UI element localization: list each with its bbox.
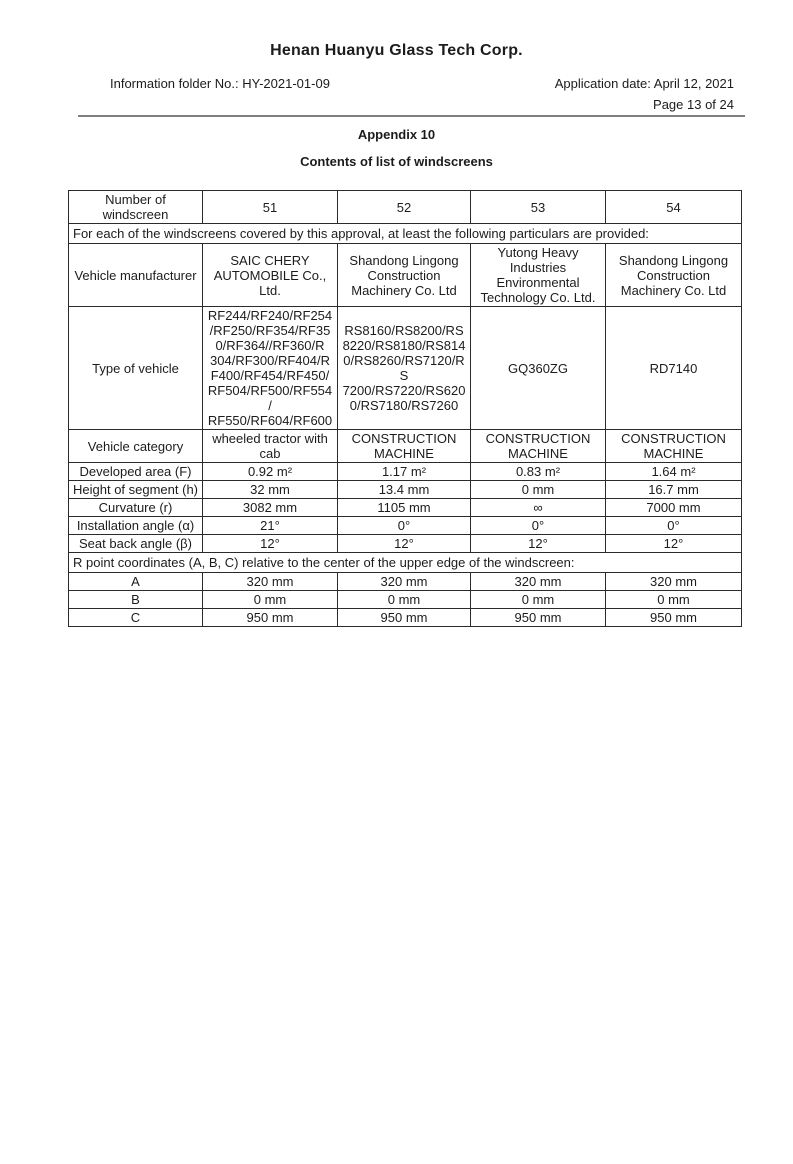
value-cell: CONSTRUCTION MACHINE xyxy=(338,430,471,463)
header-divider xyxy=(78,115,745,117)
windscreen-number: 52 xyxy=(338,191,471,224)
value-cell: 1.64 m² xyxy=(606,463,742,481)
value-cell: 12° xyxy=(338,535,471,553)
value-cell: 32 mm xyxy=(203,481,338,499)
document-info-row xyxy=(0,76,793,91)
value-cell: 0 mm xyxy=(606,591,742,609)
value-cell: Shandong Lingong Construction Machinery Co. Ltd xyxy=(338,244,471,307)
row-coordinate-a xyxy=(69,573,742,591)
value-cell: CONSTRUCTION MACHINE xyxy=(471,430,606,463)
value-cell: CONSTRUCTION MACHINE xyxy=(606,430,742,463)
row-label: Height of segment (h) xyxy=(69,481,203,499)
value-cell: SAIC CHERY AUTOMOBILE Co., Ltd. xyxy=(203,244,338,307)
value-cell: RS8160/RS8200/RS8220/RS8180/RS8140/RS8260/RS7120/RS 7200/RS7220/RS6200/RS7180/RS7260 xyxy=(338,307,471,430)
value-cell: 0 mm xyxy=(471,481,606,499)
info-folder-number: Information folder No.: HY-2021-01-09 xyxy=(110,76,330,91)
value-cell: wheeled tractor with cab xyxy=(203,430,338,463)
row-vehicle-manufacturer xyxy=(69,244,742,307)
value-cell: 320 mm xyxy=(338,573,471,591)
value-cell: 950 mm xyxy=(338,609,471,627)
row-label: Vehicle category xyxy=(69,430,203,463)
value-cell: RD7140 xyxy=(606,307,742,430)
windscreen-number: 54 xyxy=(606,191,742,224)
row-label: Number of windscreen xyxy=(69,191,203,224)
application-date: Application date: April 12, 2021 xyxy=(554,76,734,91)
row-label: B xyxy=(69,591,203,609)
appendix-title: Appendix 10 xyxy=(357,127,436,142)
value-cell: 0 mm xyxy=(203,591,338,609)
value-cell: 0° xyxy=(606,517,742,535)
row-coordinate-c xyxy=(69,609,742,627)
value-cell: 0.92 m² xyxy=(203,463,338,481)
value-cell: 12° xyxy=(471,535,606,553)
value-cell: 320 mm xyxy=(203,573,338,591)
value-cell: 1105 mm xyxy=(338,499,471,517)
value-cell: GQ360ZG xyxy=(471,307,606,430)
value-cell: 1.17 m² xyxy=(338,463,471,481)
value-cell: 950 mm xyxy=(203,609,338,627)
value-cell: 3082 mm xyxy=(203,499,338,517)
value-cell: 0 mm xyxy=(338,591,471,609)
value-cell: 16.7 mm xyxy=(606,481,742,499)
row-number-of-windscreen xyxy=(69,191,742,224)
row-height-of-segment xyxy=(69,481,742,499)
row-label: Installation angle (α) xyxy=(69,517,203,535)
value-cell: 21° xyxy=(203,517,338,535)
value-cell: 950 mm xyxy=(471,609,606,627)
row-coordinate-b xyxy=(69,591,742,609)
approval-note: For each of the windscreens covered by this approval, at least the following particulars are provided: xyxy=(69,224,742,244)
row-label: Type of vehicle xyxy=(69,307,203,430)
company-title: Henan Huanyu Glass Tech Corp. xyxy=(270,42,523,59)
row-label: A xyxy=(69,573,203,591)
value-cell: 0 mm xyxy=(471,591,606,609)
value-cell: 7000 mm xyxy=(606,499,742,517)
row-approval-note xyxy=(69,224,742,244)
row-label: Vehicle manufacturer xyxy=(69,244,203,307)
windscreen-number: 53 xyxy=(471,191,606,224)
value-cell: Shandong Lingong Construction Machinery Co. Ltd xyxy=(606,244,742,307)
value-cell: 0° xyxy=(471,517,606,535)
row-developed-area xyxy=(69,463,742,481)
value-cell: 12° xyxy=(203,535,338,553)
row-vehicle-category xyxy=(69,430,742,463)
windscreen-table xyxy=(68,190,742,627)
value-cell: ∞ xyxy=(471,499,606,517)
row-label: Developed area (F) xyxy=(69,463,203,481)
value-cell: 0° xyxy=(338,517,471,535)
row-seat-back-angle xyxy=(69,535,742,553)
row-r-point-note xyxy=(69,553,742,573)
row-curvature xyxy=(69,499,742,517)
value-cell: 950 mm xyxy=(606,609,742,627)
page-number: Page 13 of 24 xyxy=(653,97,734,112)
r-point-note: R point coordinates (A, B, C) relative to the center of the upper edge of the windscreen: xyxy=(69,553,742,573)
value-cell: 320 mm xyxy=(471,573,606,591)
appendix-subtitle: Contents of list of windscreens xyxy=(300,154,493,169)
value-cell: RF244/RF240/RF254/RF250/RF354/RF350/RF364//RF360/R 304/RF300/RF404/RF400/RF454/RF450/RF504/RF500/RF554/ RF550/RF604/RF600 xyxy=(203,307,338,430)
value-cell: 0.83 m² xyxy=(471,463,606,481)
row-label: Seat back angle (β) xyxy=(69,535,203,553)
row-installation-angle xyxy=(69,517,742,535)
value-cell: 13.4 mm xyxy=(338,481,471,499)
document-page xyxy=(0,42,793,627)
value-cell: 320 mm xyxy=(606,573,742,591)
windscreen-number: 51 xyxy=(203,191,338,224)
value-cell: 12° xyxy=(606,535,742,553)
value-cell: Yutong Heavy Industries Environmental Technology Co. Ltd. xyxy=(471,244,606,307)
row-label: C xyxy=(69,609,203,627)
row-label: Curvature (r) xyxy=(69,499,203,517)
row-type-of-vehicle xyxy=(69,307,742,430)
